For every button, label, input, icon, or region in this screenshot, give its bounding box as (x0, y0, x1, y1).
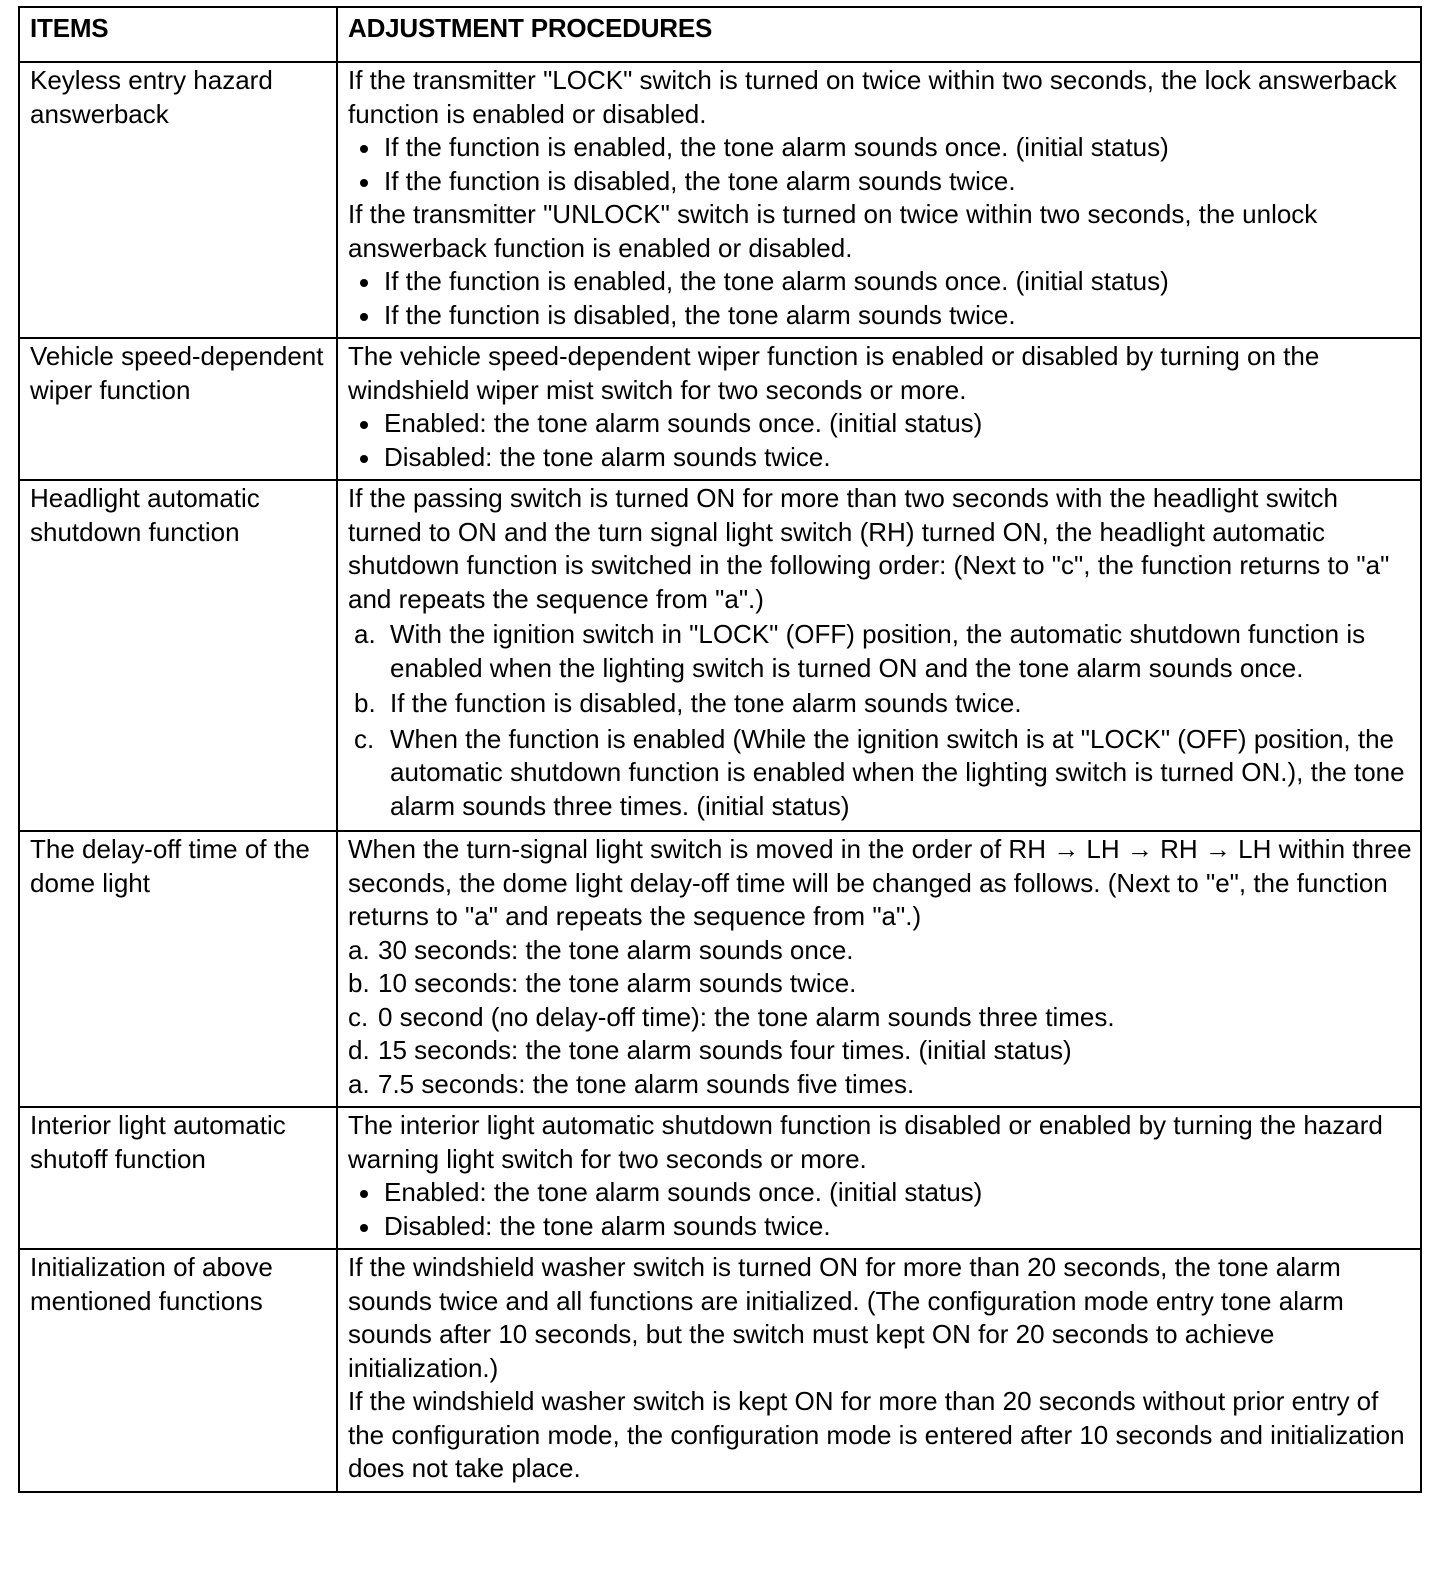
step-label: b. (354, 688, 376, 718)
step-label: a. (348, 1068, 370, 1099)
procedure-paragraph: If the windshield washer switch is turned ON for more than 20 seconds, the tone alarm sounds twice and all functions are initialized. (The configuration mode entry tone alarm sounds after 10 seconds, but the switch must kept ON for 20 seconds to achieve initialization.) (348, 1252, 1344, 1383)
step-label: c. (348, 1001, 369, 1032)
item-cell: Vehicle speed-dependent wiper function (19, 338, 337, 480)
table-header-row (19, 7, 1421, 62)
procedure-paragraph: If the transmitter "LOCK" switch is turned on twice within two seconds, the lock answerback function is enabled or disabled. (348, 65, 1397, 129)
step-text: 15 seconds: the tone alarm sounds four times. (initial status) (378, 1035, 1072, 1065)
step-text: If the function is disabled, the tone alarm sounds twice. (390, 688, 1022, 718)
bullet-list (348, 407, 1412, 474)
procedure-paragraph: The vehicle speed-dependent wiper function is enabled or disabled by turning on the windshield wiper mist switch for two seconds or more. (348, 341, 1320, 405)
bullet-item: Enabled: the tone alarm sounds once. (initial status) (348, 407, 1412, 441)
procedure-cell (337, 1107, 1421, 1249)
procedure-cell (337, 831, 1421, 1107)
procedure-paragraph: If the transmitter "UNLOCK" switch is turned on twice within two seconds, the unlock answerback function is enabled or disabled. (348, 199, 1318, 263)
bullet-item: If the function is enabled, the tone alarm sounds once. (initial status) (348, 265, 1412, 299)
procedure-paragraph: If the passing switch is turned ON for more than two seconds with the headlight switch turned to ON and the turn signal light switch (RH) turned ON, the headlight automatic shutdown function is switched in the following order: (Next to "c", the function returns to "a" and repeats the sequence from "a".) (348, 483, 1390, 614)
step-text: With the ignition switch in "LOCK" (OFF) position, the automatic shutdown function is enabled when the lighting switch is turned ON and the tone alarm sounds once. (390, 619, 1366, 683)
procedure-paragraph: If the windshield washer switch is kept ON for more than 20 seconds without prior entry of the configuration mode, the configuration mode is entered after 10 seconds and initialization does not take place. (348, 1386, 1405, 1483)
item-cell: The delay-off time of the dome light (19, 831, 337, 1107)
step-list (348, 618, 1412, 823)
step-item (348, 1001, 1412, 1035)
procedure-cell (337, 62, 1421, 338)
bullet-item: If the function is disabled, the tone alarm sounds twice. (348, 165, 1412, 199)
bullet-item: Disabled: the tone alarm sounds twice. (348, 1210, 1412, 1244)
step-text: 0 second (no delay-off time): the tone alarm sounds three times. (378, 1001, 1115, 1032)
step-label: a. (354, 619, 376, 649)
step-item (348, 1034, 1412, 1068)
table-row (19, 1249, 1421, 1492)
procedure-paragraph: The interior light automatic shutdown function is disabled or enabled by turning the hazard warning light switch for two seconds or more. (348, 1110, 1383, 1174)
bullet-item: Disabled: the tone alarm sounds twice. (348, 441, 1412, 475)
procedure-cell (337, 480, 1421, 831)
step-label: c. (354, 723, 375, 754)
table-row (19, 1107, 1421, 1249)
step-item (348, 934, 1412, 968)
item-cell: Interior light automatic shutoff function (19, 1107, 337, 1249)
step-text: 7.5 seconds: the tone alarm sounds five times. (378, 1068, 915, 1099)
bullet-item: If the function is enabled, the tone alarm sounds once. (initial status) (348, 131, 1412, 165)
table-row (19, 338, 1421, 480)
header-procedures: ADJUSTMENT PROCEDURES (337, 7, 1421, 62)
step-item (348, 723, 1412, 824)
header-items: ITEMS (19, 7, 337, 62)
step-item (348, 618, 1412, 685)
bullet-item: Enabled: the tone alarm sounds once. (initial status) (348, 1176, 1412, 1210)
step-item (348, 687, 1412, 721)
step-label: a. (348, 934, 370, 965)
procedure-paragraph: When the turn-signal light switch is moved in the order of RH → LH → RH → LH within three seconds, the dome light delay-off time will be changed as follows. (Next to "e", the function returns to "a" and repeats the sequence from "a".) (348, 834, 1412, 931)
bullet-list (348, 131, 1412, 198)
step-list (348, 934, 1412, 1102)
item-cell: Initialization of above mentioned functions (19, 1249, 337, 1492)
adjustment-table (18, 6, 1422, 1493)
bullet-list (348, 265, 1412, 332)
item-cell: Keyless entry hazard answerback (19, 62, 337, 338)
table-row (19, 62, 1421, 338)
step-text: 10 seconds: the tone alarm sounds twice. (378, 968, 857, 998)
procedure-cell (337, 338, 1421, 480)
item-cell: Headlight automatic shutdown function (19, 480, 337, 831)
table-row (19, 831, 1421, 1107)
step-text: 30 seconds: the tone alarm sounds once. (378, 934, 854, 965)
step-item (348, 1068, 1412, 1102)
step-item (348, 967, 1412, 1001)
document-page (18, 6, 1420, 1493)
step-label: b. (348, 968, 370, 998)
step-text: When the function is enabled (While the ignition switch is at "LOCK" (OFF) position, the automatic shutdown function is enabled when the lighting switch is turned ON.), the tone alarm sounds three times. (initial status) (390, 723, 1405, 821)
procedure-cell (337, 1249, 1421, 1492)
step-label: d. (348, 1035, 370, 1065)
bullet-list (348, 1176, 1412, 1243)
table-row (19, 480, 1421, 831)
bullet-item: If the function is disabled, the tone alarm sounds twice. (348, 299, 1412, 333)
